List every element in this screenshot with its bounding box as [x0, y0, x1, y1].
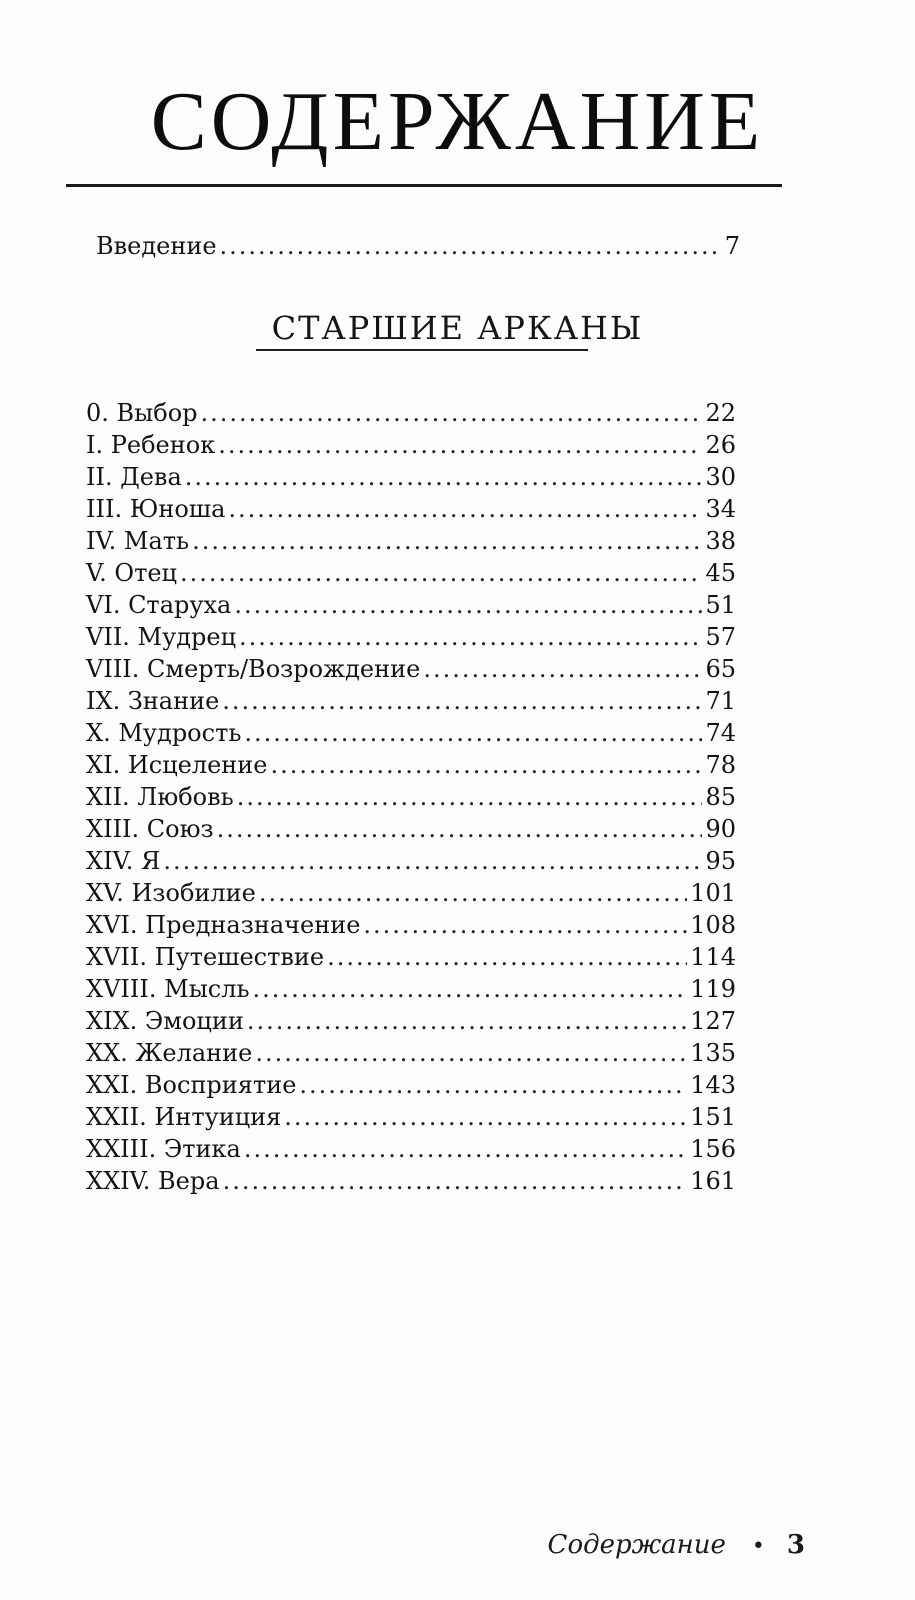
toc-entry[interactable]	[86, 493, 736, 525]
toc-entry-page: 114	[690, 943, 736, 971]
dot-leader	[228, 493, 702, 525]
toc-entry-label: I. Ребенок	[86, 431, 216, 459]
toc-entry[interactable]	[86, 781, 736, 813]
toc-entry-label: II. Дева	[86, 463, 182, 491]
toc-entry-label: XII. Любовь	[86, 783, 234, 811]
page-footer	[548, 1530, 805, 1560]
toc-entry-page: 51	[705, 591, 736, 619]
dot-leader	[284, 1101, 687, 1133]
toc-entry[interactable]	[86, 1165, 736, 1197]
dot-leader	[217, 813, 703, 845]
toc-entry-page: 90	[705, 815, 736, 843]
toc-entry-introduction[interactable]	[96, 230, 740, 262]
toc-entry-label: X. Мудрость	[86, 719, 242, 747]
toc-entry-page: 26	[705, 431, 736, 459]
toc-entry-page: 108	[690, 911, 736, 939]
dot-leader	[201, 397, 703, 429]
dot-leader	[185, 461, 703, 493]
toc-entry-label: VII. Мудрец	[86, 623, 237, 651]
toc-entry[interactable]	[86, 973, 736, 1005]
toc-entry[interactable]	[86, 429, 736, 461]
dot-leader	[244, 717, 702, 749]
toc-entry[interactable]	[86, 909, 736, 941]
toc-entry-label: XXIV. Вера	[86, 1167, 220, 1195]
toc-entry[interactable]	[86, 461, 736, 493]
toc-entry[interactable]	[86, 749, 736, 781]
toc-entry-label: XXI. Восприятие	[86, 1071, 297, 1099]
toc-entry[interactable]	[86, 589, 736, 621]
toc-entry-label: XIV. Я	[86, 847, 161, 875]
dot-leader	[223, 1165, 688, 1197]
dot-leader	[163, 845, 702, 877]
running-head: Содержание	[547, 1530, 726, 1560]
toc-entry[interactable]	[86, 813, 736, 845]
toc-entry[interactable]	[86, 877, 736, 909]
toc-entry-page: 38	[705, 527, 736, 555]
toc-entry-label: XIX. Эмоции	[86, 1007, 244, 1035]
toc-entry[interactable]	[86, 685, 736, 717]
dot-leader	[244, 1133, 687, 1165]
dot-leader	[180, 557, 702, 589]
toc-entry-label: XX. Желание	[86, 1039, 253, 1067]
toc-entry-page: 65	[705, 655, 736, 683]
toc-entry[interactable]	[86, 621, 736, 653]
dot-leader	[423, 653, 702, 685]
toc-entry-label: IX. Знание	[86, 687, 220, 715]
toc-entry-label: XXII. Интуиция	[86, 1103, 282, 1131]
toc-entry-label: XVII. Путешествие	[86, 943, 325, 971]
toc-entry[interactable]	[86, 525, 736, 557]
toc-list	[0, 397, 915, 1197]
title-rule	[66, 184, 782, 187]
toc-entry[interactable]	[86, 845, 736, 877]
toc-entry-page: 156	[690, 1135, 736, 1163]
dot-leader	[255, 1037, 687, 1069]
dot-leader	[259, 877, 687, 909]
toc-entry-page: 143	[690, 1071, 736, 1099]
section-heading: СТАРШИЕ АРКАНЫ	[271, 309, 644, 347]
toc-entry-label: XI. Исцеление	[86, 751, 268, 779]
toc-entry-page: 22	[705, 399, 736, 427]
toc-entry-label: Введение	[96, 232, 217, 260]
dot-leader	[327, 941, 687, 973]
toc-entry-page: 127	[690, 1007, 736, 1035]
toc-entry[interactable]	[86, 1133, 736, 1165]
toc-entry-label: XIII. Союз	[86, 815, 214, 843]
toc-entry-page: 74	[705, 719, 736, 747]
toc-entry-page: 135	[690, 1039, 736, 1067]
toc-entry-label: VIII. Смерть/Возрождение	[86, 655, 421, 683]
dot-leader	[222, 685, 702, 717]
toc-entry[interactable]	[86, 1037, 736, 1069]
toc-entry-page: 57	[705, 623, 736, 651]
toc-entry-label: IV. Мать	[86, 527, 190, 555]
dot-leader	[270, 749, 702, 781]
dot-leader	[253, 973, 688, 1005]
toc-entry[interactable]	[86, 1005, 736, 1037]
toc-entry-label: 0. Выбор	[86, 399, 198, 427]
dot-leader	[247, 1005, 687, 1037]
toc-entry-page: 161	[690, 1167, 736, 1195]
toc-entry[interactable]	[86, 941, 736, 973]
toc-entry-page: 151	[690, 1103, 736, 1131]
toc-entry-page: 71	[705, 687, 736, 715]
dot-leader	[218, 429, 702, 461]
dot-leader	[234, 589, 702, 621]
toc-entry-label: VI. Старуха	[86, 591, 232, 619]
toc-entry-page: 95	[705, 847, 736, 875]
toc-entry-page: 7	[724, 232, 740, 260]
toc-entry[interactable]	[86, 717, 736, 749]
toc-entry-label: XXIII. Этика	[86, 1135, 241, 1163]
page-title: СОДЕРЖАНИЕ	[150, 75, 765, 168]
toc-entry-page: 34	[705, 495, 736, 523]
toc-entry[interactable]	[86, 653, 736, 685]
toc-entry[interactable]	[86, 1069, 736, 1101]
section-heading-rule	[256, 349, 588, 351]
toc-entry-page: 119	[690, 975, 736, 1003]
toc-entry-label: XVIII. Мысль	[86, 975, 250, 1003]
dot-leader	[192, 525, 702, 557]
dot-leader	[363, 909, 687, 941]
dot-leader	[220, 230, 722, 262]
toc-entry[interactable]	[86, 557, 736, 589]
toc-entry-page: 101	[690, 879, 736, 907]
toc-entry-label: III. Юноша	[86, 495, 226, 523]
dot-leader	[299, 1069, 687, 1101]
toc-entry-label: XV. Изобилие	[86, 879, 256, 907]
toc-entry-label: XVI. Предназначение	[86, 911, 361, 939]
page-number: 3	[786, 1530, 805, 1560]
dot-leader	[237, 781, 703, 813]
toc-entry-page: 30	[705, 463, 736, 491]
toc-entry-page: 85	[705, 783, 736, 811]
dot-leader	[239, 621, 702, 653]
toc-entry-page: 45	[705, 559, 736, 587]
toc-entry-label: V. Отец	[86, 559, 177, 587]
toc-entry-page: 78	[705, 751, 736, 779]
footer-bullet: •	[751, 1534, 765, 1559]
toc-entry[interactable]	[86, 397, 736, 429]
toc-entry[interactable]	[86, 1101, 736, 1133]
